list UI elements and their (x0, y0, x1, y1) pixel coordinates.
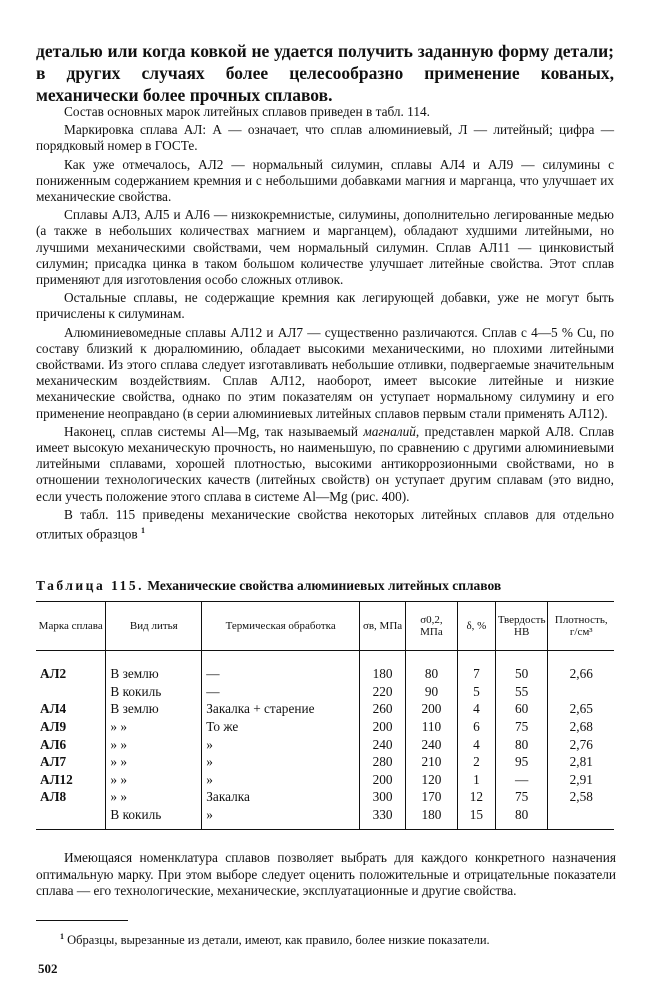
cell-casting: В землю (106, 700, 202, 718)
header-delta: δ, % (457, 602, 495, 651)
paragraph-table-115-ref (36, 507, 614, 543)
lead-paragraph: деталью или когда ковкой не удается получить заданную форму детали; в других случаях более целесообразно применение кованых, механически более прочных сплавов. (36, 41, 614, 105)
cell-hardness: 80 (495, 735, 548, 753)
cell-density (548, 683, 614, 701)
paragraph-magnalium (36, 424, 614, 505)
table-row (36, 700, 614, 718)
table-row (36, 651, 614, 683)
cell-sigma-b: 200 (360, 771, 406, 789)
table-row (36, 718, 614, 736)
cell-casting: В кокиль (106, 683, 202, 701)
cell-sigma-02: 200 (406, 700, 458, 718)
cell-hardness: 95 (495, 753, 548, 771)
footnote (60, 932, 620, 948)
cell-treatment: Закалка (202, 788, 360, 806)
cell-hardness: 75 (495, 718, 548, 736)
paragraph-table-114: Состав основных марок литейных сплавов приведен в табл. 114. (64, 104, 430, 119)
cell-density: 2,65 (548, 700, 614, 718)
cell-delta: 6 (457, 718, 495, 736)
cell-delta: 4 (457, 735, 495, 753)
cell-delta: 4 (457, 700, 495, 718)
magnalium-text-before: Наконец, сплав системы Al—Mg, так называемый (64, 423, 364, 439)
properties-table (36, 601, 614, 830)
cell-sigma-b: 300 (360, 788, 406, 806)
cell-grade (36, 683, 106, 701)
cell-delta: 12 (457, 788, 495, 806)
cell-sigma-b: 260 (360, 700, 406, 718)
paragraph-other-alloys: Остальные сплавы, не содержащие кремния как легирующей добавки, уже не могут быть причислены к силуминам. (36, 290, 614, 322)
table-row (36, 788, 614, 806)
cell-sigma-02: 180 (406, 806, 458, 830)
cell-hardness: 55 (495, 683, 548, 701)
cell-density: 2,76 (548, 735, 614, 753)
cell-density (548, 806, 614, 830)
footnote-number: 1 (60, 932, 64, 941)
cell-hardness: 75 (495, 788, 548, 806)
cell-sigma-02: 210 (406, 753, 458, 771)
header-treatment: Термическая обработка (202, 602, 360, 651)
table-header-row (36, 602, 614, 651)
cell-treatment: — (202, 651, 360, 683)
table-row (36, 683, 614, 701)
page-number: 502 (38, 961, 58, 976)
table-row (36, 753, 614, 771)
cell-grade: АЛ8 (40, 789, 67, 805)
table-title: Механические свойства алюминиевых литейных сплавов (147, 578, 502, 593)
cell-grade: АЛ7 (40, 754, 67, 770)
body-text (36, 104, 614, 545)
table-row (36, 771, 614, 789)
paragraph-marking: Маркировка сплава АЛ: А — означает, что сплав алюминиевый, Л — литейный; цифра — порядковый номер в ГОСТе. (36, 122, 614, 154)
footnote-text: Образцы, вырезанные из детали, имеют, как правило, более низкие показатели. (67, 933, 490, 948)
cell-sigma-b: 240 (360, 735, 406, 753)
cell-sigma-b: 200 (360, 718, 406, 736)
cell-casting: » » (106, 718, 202, 736)
cell-hardness: — (495, 771, 548, 789)
table-row (36, 806, 614, 830)
cell-treatment: То же (202, 718, 360, 736)
cell-treatment: » (202, 753, 360, 771)
cell-sigma-02: 90 (406, 683, 458, 701)
header-sigma-b: σв, МПа (360, 602, 406, 651)
cell-density: 2,91 (548, 771, 614, 789)
cell-sigma-02: 110 (406, 718, 458, 736)
cell-sigma-b: 220 (360, 683, 406, 701)
cell-grade: АЛ9 (40, 719, 67, 735)
cell-treatment: » (202, 771, 360, 789)
cell-grade (36, 806, 106, 830)
cell-delta: 15 (457, 806, 495, 830)
cell-density: 2,81 (548, 753, 614, 771)
cell-sigma-02: 80 (406, 651, 458, 683)
cell-sigma-b: 280 (360, 753, 406, 771)
cell-casting: » » (106, 753, 202, 771)
cell-grade: АЛ2 (40, 666, 67, 682)
cell-sigma-02: 240 (406, 735, 458, 753)
footnote-marker: 1 (141, 526, 146, 536)
cell-sigma-b: 180 (360, 651, 406, 683)
cell-casting: В землю (106, 651, 202, 683)
header-sigma-02: σ0,2, МПа (406, 602, 458, 651)
cell-delta: 1 (457, 771, 495, 789)
cell-treatment: — (202, 683, 360, 701)
cell-density: 2,68 (548, 718, 614, 736)
paragraph-copper-alloys: Алюминиевомедные сплавы АЛ12 и АЛ7 — существенно различаются. Сплав с 4—5 % Cu, по составу близкий к дюралюминию, обладает высокими механическими, но плохими литейными свойствами. Из этого сплава следует изготавливать небольшие отливки, подвергаемые значительным механическим воздействиям. Сплав АЛ12, наоборот, имеет высокие литейные и низкие механические свойства, однако по этим показателям он уступает нормальному силумину и его применение неоправдано (в серии алюминиевых литейных сплавов первым стали применять АЛ12). (36, 324, 614, 421)
cell-hardness: 80 (495, 806, 548, 830)
header-hardness: Твердость НВ (495, 602, 548, 651)
header-density: Плотность, г/см³ (548, 602, 614, 651)
cell-density: 2,58 (548, 788, 614, 806)
cell-casting: » » (106, 771, 202, 789)
cell-casting: » » (106, 735, 202, 753)
magnalium-text-after: , представлен маркой АЛ8. Сплав имеет высокую механическую прочность, но наименьшую, по сравнению с другими алюминиевыми литейными сплавами, хорошей плотностью, высокими антикоррозионными свойствами, но в отношении технологических качеств (литейных свойств) он уступает другим сплавам (это видно, если учесть положение этого сплава в системе Al—Mg (рис. 400). (36, 423, 614, 504)
table-label: Таблица 115. (36, 578, 144, 593)
cell-casting: » » (106, 788, 202, 806)
footnote-divider (36, 920, 128, 921)
table-ref-text: В табл. 115 приведены механические свойства некоторых литейных сплавов для отдельно отлитых образцов (36, 506, 614, 542)
header-grade: Марка сплава (36, 602, 106, 651)
header-casting: Вид литья (106, 602, 202, 651)
cell-treatment: Закалка + старение (202, 700, 360, 718)
cell-grade: АЛ4 (40, 701, 67, 717)
closing-paragraph: Имеющаяся номенклатура сплавов позволяет выбрать для каждого конкретного назначения оптимальную марку. При этом выборе следует оценить положительные и отрицательные показатели сплава — его технологические, механические, эксплуатационные и другие свойства. (36, 850, 616, 898)
table-caption (36, 578, 616, 594)
cell-treatment: » (202, 735, 360, 753)
cell-hardness: 50 (495, 651, 548, 683)
table-row (36, 735, 614, 753)
cell-treatment: » (202, 806, 360, 830)
cell-sigma-02: 170 (406, 788, 458, 806)
paragraph-low-silicon: Сплавы АЛ3, АЛ5 и АЛ6 — низкокремнистые, силумины, дополнительно легированные медью (а также в небольших количествах магнием и марганцем), обладают худшими литейными, но лучшими механическими свойствами, чем нормальный силумин. Сплав АЛ11 — цинковистый силумин; присадка цинка в таком большом количестве улучшает литейные свойства. Этот сплав применяют для изготовления особо сложных отливок. (36, 207, 614, 288)
paragraph-silumin: Как уже отмечалось, АЛ2 — нормальный силумин, сплавы АЛ4 и АЛ9 — силумины с пониженным содержанием кремния и с небольшими добавками магния и марганца, что улучшает их механические свойства. (36, 156, 614, 205)
cell-delta: 2 (457, 753, 495, 771)
magnalium-term: магналий (363, 423, 416, 439)
cell-delta: 7 (457, 651, 495, 683)
cell-density: 2,66 (548, 651, 614, 683)
cell-grade: АЛ12 (40, 771, 73, 787)
cell-delta: 5 (457, 683, 495, 701)
cell-sigma-02: 120 (406, 771, 458, 789)
cell-casting: В кокиль (106, 806, 202, 830)
cell-sigma-b: 330 (360, 806, 406, 830)
cell-hardness: 60 (495, 700, 548, 718)
cell-grade: АЛ6 (40, 736, 67, 752)
